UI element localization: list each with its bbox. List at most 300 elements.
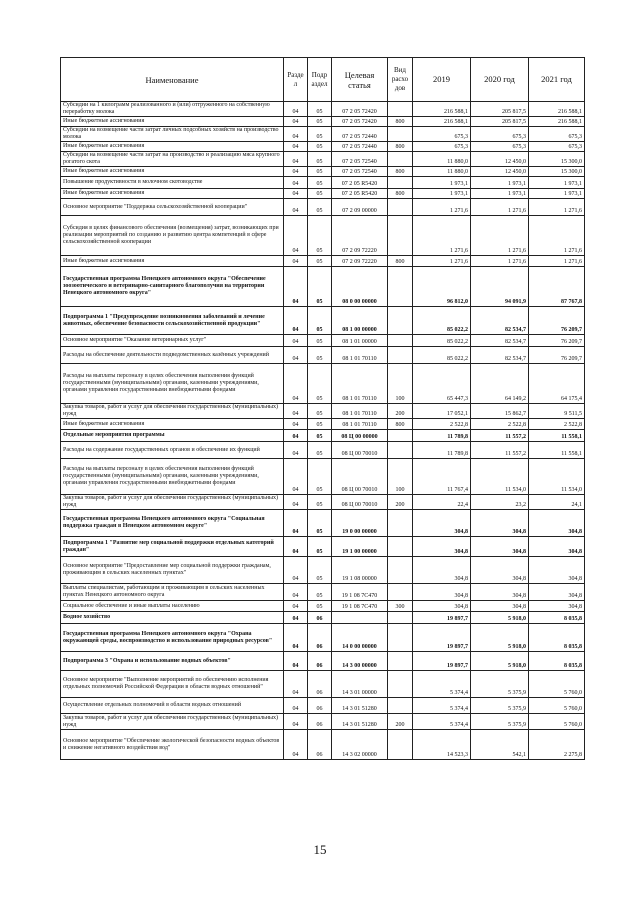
cell-name: Государственная программа Ненецкого автономного округа "Охрана окружающей среды, воспроизводство и использование природных ресурсов" bbox=[61, 624, 284, 652]
cell-2020: 205 817,5 bbox=[471, 117, 529, 127]
cell-razdel: 04 bbox=[284, 256, 308, 267]
cell-article: 07 2 09 72220 bbox=[332, 256, 388, 267]
cell-name: Основное мероприятие "Поддержка сельскохозяйственной кооперации" bbox=[61, 199, 284, 216]
table-row bbox=[61, 652, 585, 671]
cell-razdel: 04 bbox=[284, 364, 308, 404]
cell-podrazdel: 05 bbox=[308, 117, 332, 127]
cell-2021: 76 209,7 bbox=[529, 335, 585, 347]
cell-podrazdel: 05 bbox=[308, 102, 332, 117]
cell-article: 07 2 05 72420 bbox=[332, 117, 388, 127]
cell-2020: 675,3 bbox=[471, 142, 529, 152]
cell-2019: 1 271,6 bbox=[413, 199, 471, 216]
cell-2020: 11 557,2 bbox=[471, 430, 529, 442]
cell-article: 08 1 01 70110 bbox=[332, 404, 388, 419]
cell-name: Закупка товаров, работ и услуг для обеспечения государственных (муниципальных) нужд bbox=[61, 404, 284, 419]
table-row bbox=[61, 189, 585, 199]
cell-name: Государственная программа Ненецкого автономного округа "Обеспечение зоозоотического и ветеринарно-санитарного благополучия на территории Ненецкого автономного округа" bbox=[61, 267, 284, 307]
cell-razdel: 04 bbox=[284, 537, 308, 557]
cell-razdel: 04 bbox=[284, 459, 308, 495]
cell-article bbox=[332, 612, 388, 624]
cell-2020: 12 450,0 bbox=[471, 167, 529, 177]
cell-razdel: 04 bbox=[284, 698, 308, 714]
cell-article: 08 1 01 70110 bbox=[332, 419, 388, 430]
cell-2021: 304,8 bbox=[529, 510, 585, 537]
cell-podrazdel: 06 bbox=[308, 652, 332, 671]
table-row bbox=[61, 142, 585, 152]
header-name: Наименование bbox=[61, 58, 284, 102]
cell-podrazdel: 05 bbox=[308, 495, 332, 510]
table-row bbox=[61, 624, 585, 652]
cell-vid bbox=[388, 216, 413, 256]
cell-name: Государственная программа Ненецкого автономного округа "Социальная поддержка граждан в Ненецком автономном округе" bbox=[61, 510, 284, 537]
cell-2021: 15 300,0 bbox=[529, 152, 585, 167]
cell-2021: 11 558,1 bbox=[529, 442, 585, 459]
table-row bbox=[61, 267, 585, 307]
cell-vid bbox=[388, 624, 413, 652]
table-row bbox=[61, 557, 585, 584]
cell-vid: 100 bbox=[388, 364, 413, 404]
cell-razdel: 04 bbox=[284, 612, 308, 624]
cell-2021: 2 275,8 bbox=[529, 730, 585, 760]
cell-vid: 800 bbox=[388, 117, 413, 127]
cell-2020: 82 534,7 bbox=[471, 347, 529, 364]
cell-podrazdel: 06 bbox=[308, 730, 332, 760]
header-podrazdel: Подр аздел bbox=[308, 58, 332, 102]
cell-name: Повышение продуктивности в молочном скотоводстве bbox=[61, 177, 284, 189]
cell-vid: 100 bbox=[388, 459, 413, 495]
cell-2020: 82 534,7 bbox=[471, 335, 529, 347]
cell-podrazdel: 05 bbox=[308, 199, 332, 216]
header-article: Целевая статья bbox=[332, 58, 388, 102]
cell-vid bbox=[388, 671, 413, 698]
cell-podrazdel: 05 bbox=[308, 404, 332, 419]
table-row bbox=[61, 117, 585, 127]
cell-vid bbox=[388, 199, 413, 216]
cell-razdel: 04 bbox=[284, 714, 308, 730]
cell-podrazdel: 06 bbox=[308, 671, 332, 698]
cell-article: 07 2 05 R5420 bbox=[332, 177, 388, 189]
cell-razdel: 04 bbox=[284, 102, 308, 117]
table-row bbox=[61, 601, 585, 612]
table-row bbox=[61, 127, 585, 142]
cell-podrazdel: 05 bbox=[308, 167, 332, 177]
cell-razdel: 04 bbox=[284, 142, 308, 152]
cell-article: 19 1 08 7С470 bbox=[332, 584, 388, 601]
cell-vid bbox=[388, 730, 413, 760]
cell-2020: 304,8 bbox=[471, 601, 529, 612]
cell-razdel: 04 bbox=[284, 430, 308, 442]
cell-razdel: 04 bbox=[284, 442, 308, 459]
cell-2021: 1 973,1 bbox=[529, 189, 585, 199]
cell-article: 14 3 01 51280 bbox=[332, 698, 388, 714]
cell-podrazdel: 05 bbox=[308, 419, 332, 430]
cell-2019: 19 897,7 bbox=[413, 624, 471, 652]
cell-2021: 1 271,6 bbox=[529, 199, 585, 216]
cell-2019: 304,8 bbox=[413, 557, 471, 584]
cell-2021: 87 767,8 bbox=[529, 267, 585, 307]
cell-vid: 300 bbox=[388, 601, 413, 612]
cell-vid bbox=[388, 612, 413, 624]
cell-podrazdel: 06 bbox=[308, 714, 332, 730]
cell-2019: 1 973,1 bbox=[413, 189, 471, 199]
cell-razdel: 04 bbox=[284, 117, 308, 127]
cell-2021: 304,8 bbox=[529, 584, 585, 601]
cell-2021: 216 588,1 bbox=[529, 102, 585, 117]
cell-2019: 216 588,1 bbox=[413, 102, 471, 117]
table-row bbox=[61, 442, 585, 459]
cell-article: 07 2 09 00000 bbox=[332, 199, 388, 216]
cell-vid bbox=[388, 152, 413, 167]
cell-2020: 304,8 bbox=[471, 537, 529, 557]
table-row bbox=[61, 256, 585, 267]
cell-vid: 800 bbox=[388, 256, 413, 267]
cell-name: Водное хозяйство bbox=[61, 612, 284, 624]
cell-2020: 304,8 bbox=[471, 557, 529, 584]
cell-2021: 76 209,7 bbox=[529, 307, 585, 335]
cell-vid: 800 bbox=[388, 189, 413, 199]
cell-razdel: 04 bbox=[284, 601, 308, 612]
cell-2019: 216 588,1 bbox=[413, 117, 471, 127]
cell-vid bbox=[388, 652, 413, 671]
cell-article: 14 3 00 00000 bbox=[332, 652, 388, 671]
cell-2019: 304,8 bbox=[413, 584, 471, 601]
table-row bbox=[61, 216, 585, 256]
cell-razdel: 04 bbox=[284, 152, 308, 167]
cell-podrazdel: 05 bbox=[308, 347, 332, 364]
table-row bbox=[61, 419, 585, 430]
cell-2019: 14 523,3 bbox=[413, 730, 471, 760]
table-row bbox=[61, 102, 585, 117]
table-row bbox=[61, 430, 585, 442]
cell-article: 14 3 02 00000 bbox=[332, 730, 388, 760]
cell-razdel: 04 bbox=[284, 557, 308, 584]
cell-2021: 8 035,8 bbox=[529, 652, 585, 671]
cell-article: 14 3 01 51280 bbox=[332, 714, 388, 730]
cell-razdel: 04 bbox=[284, 189, 308, 199]
table-row bbox=[61, 671, 585, 698]
cell-name: Субсидия в целях финансового обеспечения (возмещения) затрат, возникающих при реализации мероприятий по созданию и развитию центра компетенций в сфере сельскохозяйственной кооперации bbox=[61, 216, 284, 256]
cell-podrazdel: 05 bbox=[308, 267, 332, 307]
cell-2019: 675,3 bbox=[413, 142, 471, 152]
cell-article: 07 2 05 72540 bbox=[332, 152, 388, 167]
cell-name: Расходы на содержание государственных органов и обеспечение их функций bbox=[61, 442, 284, 459]
cell-vid bbox=[388, 307, 413, 335]
cell-vid: 200 bbox=[388, 404, 413, 419]
cell-2020: 205 817,5 bbox=[471, 102, 529, 117]
cell-name: Выплаты специалистам, работающим и проживающим в сельских населенных пунктах Ненецкого автономного округа bbox=[61, 584, 284, 601]
cell-2020: 1 271,6 bbox=[471, 256, 529, 267]
cell-vid bbox=[388, 335, 413, 347]
cell-name: Субсидии на возмещение части затрат личных подсобных хозяйств на производство молока bbox=[61, 127, 284, 142]
cell-article: 08 0 00 00000 bbox=[332, 267, 388, 307]
cell-2019: 17 052,1 bbox=[413, 404, 471, 419]
cell-vid: 200 bbox=[388, 714, 413, 730]
cell-podrazdel: 05 bbox=[308, 189, 332, 199]
cell-vid bbox=[388, 698, 413, 714]
cell-2019: 304,8 bbox=[413, 510, 471, 537]
cell-name: Основное мероприятие "Выполнение мероприятий по обеспечению исполнения отдельных полномочий Российской Федерации в области водных отношений" bbox=[61, 671, 284, 698]
table-row bbox=[61, 364, 585, 404]
cell-podrazdel: 05 bbox=[308, 442, 332, 459]
cell-2019: 22,4 bbox=[413, 495, 471, 510]
cell-article: 07 2 05 R5420 bbox=[332, 189, 388, 199]
cell-article: 08 Ц 00 70010 bbox=[332, 459, 388, 495]
cell-2020: 1 973,1 bbox=[471, 177, 529, 189]
cell-name: Отдельные мероприятия программы bbox=[61, 430, 284, 442]
table-row bbox=[61, 612, 585, 624]
cell-2019: 85 022,2 bbox=[413, 307, 471, 335]
cell-2020: 1 271,6 bbox=[471, 216, 529, 256]
cell-vid bbox=[388, 267, 413, 307]
cell-2020: 304,8 bbox=[471, 584, 529, 601]
cell-2020: 5 375,9 bbox=[471, 698, 529, 714]
cell-article: 07 2 05 72440 bbox=[332, 142, 388, 152]
cell-2021: 1 271,6 bbox=[529, 216, 585, 256]
cell-name: Иные бюджетные ассигнования bbox=[61, 189, 284, 199]
cell-podrazdel: 05 bbox=[308, 216, 332, 256]
page-number: 15 bbox=[313, 842, 327, 857]
cell-2019: 5 374,4 bbox=[413, 671, 471, 698]
cell-article: 14 3 01 00000 bbox=[332, 671, 388, 698]
cell-razdel: 04 bbox=[284, 347, 308, 364]
cell-razdel: 04 bbox=[284, 267, 308, 307]
cell-2020: 542,1 bbox=[471, 730, 529, 760]
cell-podrazdel: 06 bbox=[308, 698, 332, 714]
cell-razdel: 04 bbox=[284, 167, 308, 177]
cell-2020: 5 918,0 bbox=[471, 624, 529, 652]
table-row bbox=[61, 404, 585, 419]
cell-2020: 11 534,0 bbox=[471, 459, 529, 495]
budget-table bbox=[60, 57, 585, 760]
cell-2019: 11 789,8 bbox=[413, 430, 471, 442]
cell-2020: 675,3 bbox=[471, 127, 529, 142]
budget-table-sheet bbox=[60, 57, 584, 760]
cell-article: 07 2 05 72440 bbox=[332, 127, 388, 142]
cell-2019: 5 374,4 bbox=[413, 698, 471, 714]
cell-2020: 1 271,6 bbox=[471, 199, 529, 216]
cell-2021: 675,3 bbox=[529, 127, 585, 142]
cell-2021: 5 760,0 bbox=[529, 671, 585, 698]
cell-name: Иные бюджетные ассигнования bbox=[61, 117, 284, 127]
cell-article: 19 1 08 7С470 bbox=[332, 601, 388, 612]
cell-name: Субсидии на 1 килограмм реализованного и (или) отгруженного на собственную переработку молока bbox=[61, 102, 284, 117]
cell-2021: 304,8 bbox=[529, 601, 585, 612]
cell-name: Социальное обеспечение и иные выплаты населению bbox=[61, 601, 284, 612]
cell-vid: 800 bbox=[388, 167, 413, 177]
cell-podrazdel: 05 bbox=[308, 127, 332, 142]
table-row bbox=[61, 307, 585, 335]
cell-name: Основное мероприятие "Обеспечение экологической безопасности водных объектов и снижение негативного воздействия вод" bbox=[61, 730, 284, 760]
cell-name: Субсидии на возмещение части затрат на производство и реализацию мяса крупного рогатого скота bbox=[61, 152, 284, 167]
cell-article: 08 1 01 70110 bbox=[332, 364, 388, 404]
cell-2019: 85 022,2 bbox=[413, 347, 471, 364]
cell-2021: 76 209,7 bbox=[529, 347, 585, 364]
cell-2020: 11 557,2 bbox=[471, 442, 529, 459]
cell-2019: 5 374,4 bbox=[413, 714, 471, 730]
cell-2021: 1 271,6 bbox=[529, 256, 585, 267]
cell-podrazdel: 05 bbox=[308, 256, 332, 267]
cell-razdel: 04 bbox=[284, 624, 308, 652]
cell-2021: 304,8 bbox=[529, 557, 585, 584]
cell-vid bbox=[388, 510, 413, 537]
table-row bbox=[61, 152, 585, 167]
cell-vid: 800 bbox=[388, 419, 413, 430]
table-row bbox=[61, 335, 585, 347]
cell-podrazdel: 06 bbox=[308, 612, 332, 624]
cell-razdel: 04 bbox=[284, 584, 308, 601]
cell-razdel: 04 bbox=[284, 335, 308, 347]
cell-razdel: 04 bbox=[284, 730, 308, 760]
cell-razdel: 04 bbox=[284, 199, 308, 216]
cell-podrazdel: 05 bbox=[308, 510, 332, 537]
cell-2019: 1 271,6 bbox=[413, 216, 471, 256]
cell-podrazdel: 05 bbox=[308, 601, 332, 612]
cell-name: Расходы на выплаты персоналу в целях обеспечения выполнения функций государственными (муниципальными) органами, казенными учреждениями, органами управления государственными внебюджетными фондами bbox=[61, 364, 284, 404]
cell-vid bbox=[388, 347, 413, 364]
table-body bbox=[61, 102, 585, 760]
cell-2020: 23,2 bbox=[471, 495, 529, 510]
cell-2020: 12 450,0 bbox=[471, 152, 529, 167]
cell-article: 08 Ц 00 00000 bbox=[332, 430, 388, 442]
table-row bbox=[61, 537, 585, 557]
cell-2021: 675,3 bbox=[529, 142, 585, 152]
cell-2021: 5 760,0 bbox=[529, 714, 585, 730]
cell-vid: 800 bbox=[388, 142, 413, 152]
cell-2020: 5 918,0 bbox=[471, 612, 529, 624]
cell-podrazdel: 05 bbox=[308, 584, 332, 601]
cell-2020: 5 375,9 bbox=[471, 714, 529, 730]
cell-podrazdel: 05 bbox=[308, 142, 332, 152]
cell-vid: 200 bbox=[388, 495, 413, 510]
table-row bbox=[61, 199, 585, 216]
cell-podrazdel: 05 bbox=[308, 537, 332, 557]
cell-name: Расходы на обеспечение деятельности подведомственных казённых учреждений bbox=[61, 347, 284, 364]
table-row bbox=[61, 167, 585, 177]
cell-2020: 5 375,9 bbox=[471, 671, 529, 698]
table-row bbox=[61, 347, 585, 364]
cell-2020: 15 862,7 bbox=[471, 404, 529, 419]
cell-2021: 11 558,1 bbox=[529, 430, 585, 442]
cell-vid bbox=[388, 127, 413, 142]
cell-2019: 11 880,0 bbox=[413, 167, 471, 177]
cell-2019: 85 022,2 bbox=[413, 335, 471, 347]
cell-podrazdel: 06 bbox=[308, 624, 332, 652]
cell-2021: 9 511,5 bbox=[529, 404, 585, 419]
cell-vid bbox=[388, 102, 413, 117]
cell-name: Основное мероприятие "Предоставление мер социальной поддержки гражданам, проживающим в сельских населенных пунктах" bbox=[61, 557, 284, 584]
cell-2021: 304,8 bbox=[529, 537, 585, 557]
cell-2019: 304,8 bbox=[413, 537, 471, 557]
cell-2021: 24,1 bbox=[529, 495, 585, 510]
cell-name: Иные бюджетные ассигнования bbox=[61, 142, 284, 152]
cell-vid bbox=[388, 557, 413, 584]
cell-name: Иные бюджетные ассигнования bbox=[61, 167, 284, 177]
header-2021: 2021 год bbox=[529, 58, 585, 102]
cell-name: Иные бюджетные ассигнования bbox=[61, 419, 284, 430]
cell-razdel: 04 bbox=[284, 307, 308, 335]
cell-podrazdel: 05 bbox=[308, 364, 332, 404]
cell-razdel: 04 bbox=[284, 671, 308, 698]
cell-podrazdel: 05 bbox=[308, 557, 332, 584]
cell-name: Подпрограмма 1 "Развитие мер социальной поддержки отдельных категорий граждан" bbox=[61, 537, 284, 557]
cell-vid bbox=[388, 537, 413, 557]
header-2020: 2020 год bbox=[471, 58, 529, 102]
cell-2020: 82 534,7 bbox=[471, 307, 529, 335]
cell-razdel: 04 bbox=[284, 127, 308, 142]
cell-article: 08 1 01 70110 bbox=[332, 347, 388, 364]
cell-2019: 1 973,1 bbox=[413, 177, 471, 189]
cell-2021: 216 588,1 bbox=[529, 117, 585, 127]
cell-2021: 15 300,0 bbox=[529, 167, 585, 177]
cell-2019: 11 767,4 bbox=[413, 459, 471, 495]
cell-2021: 8 035,8 bbox=[529, 612, 585, 624]
cell-article: 14 0 00 00000 bbox=[332, 624, 388, 652]
cell-2019: 19 897,7 bbox=[413, 652, 471, 671]
cell-2020: 94 091,9 bbox=[471, 267, 529, 307]
cell-name: Расходы на выплаты персоналу в целях обеспечения выполнения функций государственными (муниципальными) органами, казенными учреждениями, органами управления государственными внебюджетными фондами bbox=[61, 459, 284, 495]
cell-vid bbox=[388, 430, 413, 442]
table-row bbox=[61, 495, 585, 510]
cell-name: Иные бюджетные ассигнования bbox=[61, 256, 284, 267]
cell-name: Закупка товаров, работ и услуг для обеспечения государственных (муниципальных) нужд bbox=[61, 495, 284, 510]
cell-razdel: 04 bbox=[284, 419, 308, 430]
cell-podrazdel: 05 bbox=[308, 335, 332, 347]
cell-podrazdel: 05 bbox=[308, 307, 332, 335]
table-row bbox=[61, 698, 585, 714]
cell-article: 08 1 01 00000 bbox=[332, 335, 388, 347]
cell-2021: 64 175,4 bbox=[529, 364, 585, 404]
table-row bbox=[61, 510, 585, 537]
cell-vid bbox=[388, 442, 413, 459]
header-razdel: Разде л bbox=[284, 58, 308, 102]
cell-article: 19 0 00 00000 bbox=[332, 510, 388, 537]
cell-razdel: 04 bbox=[284, 495, 308, 510]
cell-name: Подпрограмма 3 "Охрана и использование водных объектов" bbox=[61, 652, 284, 671]
cell-razdel: 04 bbox=[284, 652, 308, 671]
cell-podrazdel: 05 bbox=[308, 430, 332, 442]
cell-2021: 8 035,8 bbox=[529, 624, 585, 652]
table-header bbox=[61, 58, 585, 102]
cell-2020: 304,8 bbox=[471, 510, 529, 537]
cell-razdel: 04 bbox=[284, 177, 308, 189]
cell-2019: 2 522,8 bbox=[413, 419, 471, 430]
cell-2021: 1 973,1 bbox=[529, 177, 585, 189]
cell-2019: 304,8 bbox=[413, 601, 471, 612]
cell-2020: 64 149,2 bbox=[471, 364, 529, 404]
cell-2021: 2 522,8 bbox=[529, 419, 585, 430]
table-row bbox=[61, 584, 585, 601]
cell-article: 08 Ц 00 70010 bbox=[332, 442, 388, 459]
header-vid: Вид расхо дов bbox=[388, 58, 413, 102]
cell-podrazdel: 05 bbox=[308, 152, 332, 167]
cell-name: Основное мероприятие "Оказание ветеринарных услуг" bbox=[61, 335, 284, 347]
cell-name: Подпрограмма 1 "Предупреждение возникновения заболеваний и лечение животных, обеспечение безопасности сельскохозяйственной продукции" bbox=[61, 307, 284, 335]
cell-vid bbox=[388, 177, 413, 189]
cell-2020: 5 918,0 bbox=[471, 652, 529, 671]
cell-2021: 5 760,0 bbox=[529, 698, 585, 714]
cell-2019: 19 897,7 bbox=[413, 612, 471, 624]
cell-name: Осуществление отдельных полномочий в области водных отношений bbox=[61, 698, 284, 714]
cell-2019: 65 447,3 bbox=[413, 364, 471, 404]
cell-name: Закупка товаров, работ и услуг для обеспечения государственных (муниципальных) нужд bbox=[61, 714, 284, 730]
cell-2019: 96 812,0 bbox=[413, 267, 471, 307]
table-row bbox=[61, 714, 585, 730]
cell-vid bbox=[388, 584, 413, 601]
cell-article: 08 1 00 00000 bbox=[332, 307, 388, 335]
table-row bbox=[61, 177, 585, 189]
cell-article: 19 1 00 00000 bbox=[332, 537, 388, 557]
table-row bbox=[61, 730, 585, 760]
